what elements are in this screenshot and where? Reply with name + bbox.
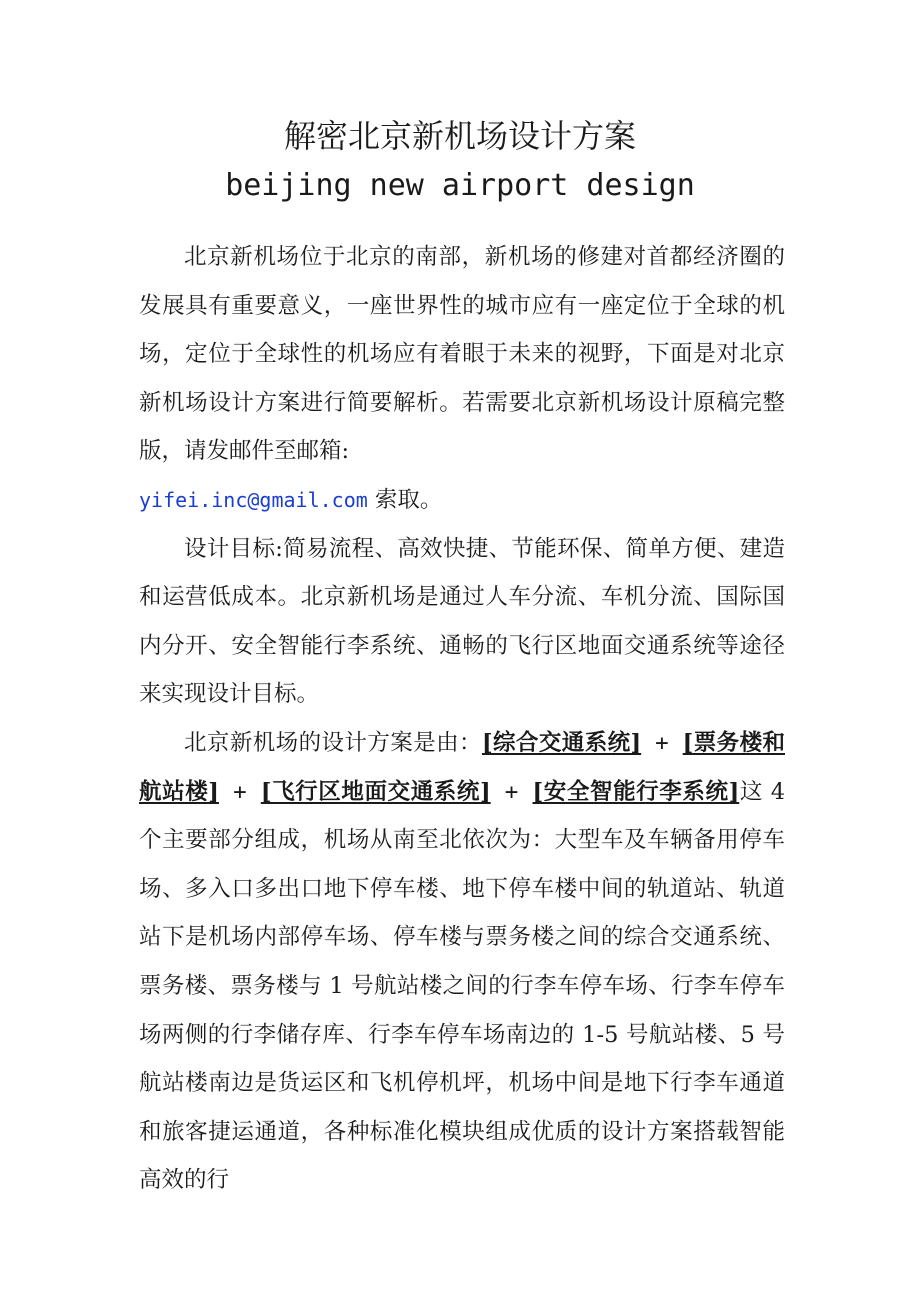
document-body	[139, 233, 785, 1205]
email-suffix: 索取。	[367, 486, 443, 513]
link-airside-traffic[interactable]: [飞行区地面交通系统]	[260, 778, 491, 805]
plus-sign: +	[218, 778, 261, 805]
email-line	[139, 476, 785, 525]
link-ticketing-terminal[interactable]: [票务楼和航站楼]	[139, 729, 785, 805]
plus-sign: +	[641, 729, 683, 756]
document-title: 解密北京新机场设计方案	[283, 117, 636, 155]
plus-sign: +	[490, 778, 533, 805]
design-scheme-paragraph	[139, 719, 785, 1205]
intro-paragraph: 北京新机场位于北京的南部，新机场的修建对首都经济圈的发展具有重要意义，一座世界性的城市应有一座定位于全球的机场，定位于全球性的机场应有着眼于未来的视野，下面是对北京新机场设计方案进行简要解析。若需要北京新机场设计原稿完整版，请发邮件至邮箱:	[139, 244, 785, 465]
document-subtitle: beijing new airport design	[225, 168, 695, 203]
design-goal-paragraph: 设计目标:简易流程、高效快捷、节能环保、简单方便、建造和运营低成本。北京新机场是通过人车分流、车机分流、国际国内分开、安全智能行李系统、通畅的飞行区地面交通系统等途径来实现设计目标。	[139, 535, 785, 708]
scheme-intro: 北京新机场的设计方案是由：	[184, 729, 482, 756]
email-link[interactable]: yifei.inc@gmail.com	[139, 487, 368, 512]
link-baggage-system[interactable]: [安全智能行李系统]	[532, 778, 740, 805]
scheme-description: 这 4 个主要部分组成，机场从南至北依次为：大型车及车辆备用停车场、多入口多出口地下停车楼、地下停车楼中间的轨道站、轨道站下是机场内部停车场、停车楼与票务楼之间的综合交通系统、票务楼、票务楼与 1 号航站楼之间的行李车停车场、行李车停车场两侧的行李储存库、行李车停车场南边的 1-5 号航站楼、5 号航站楼南边是货运区和飞机停机坪，机场中间是地下行李车通道和旅客捷运通道，各种标准化模块组成优质的设计方案搭载智能高效的行	[139, 778, 786, 1194]
link-transport-system[interactable]: [综合交通系统]	[481, 729, 642, 756]
